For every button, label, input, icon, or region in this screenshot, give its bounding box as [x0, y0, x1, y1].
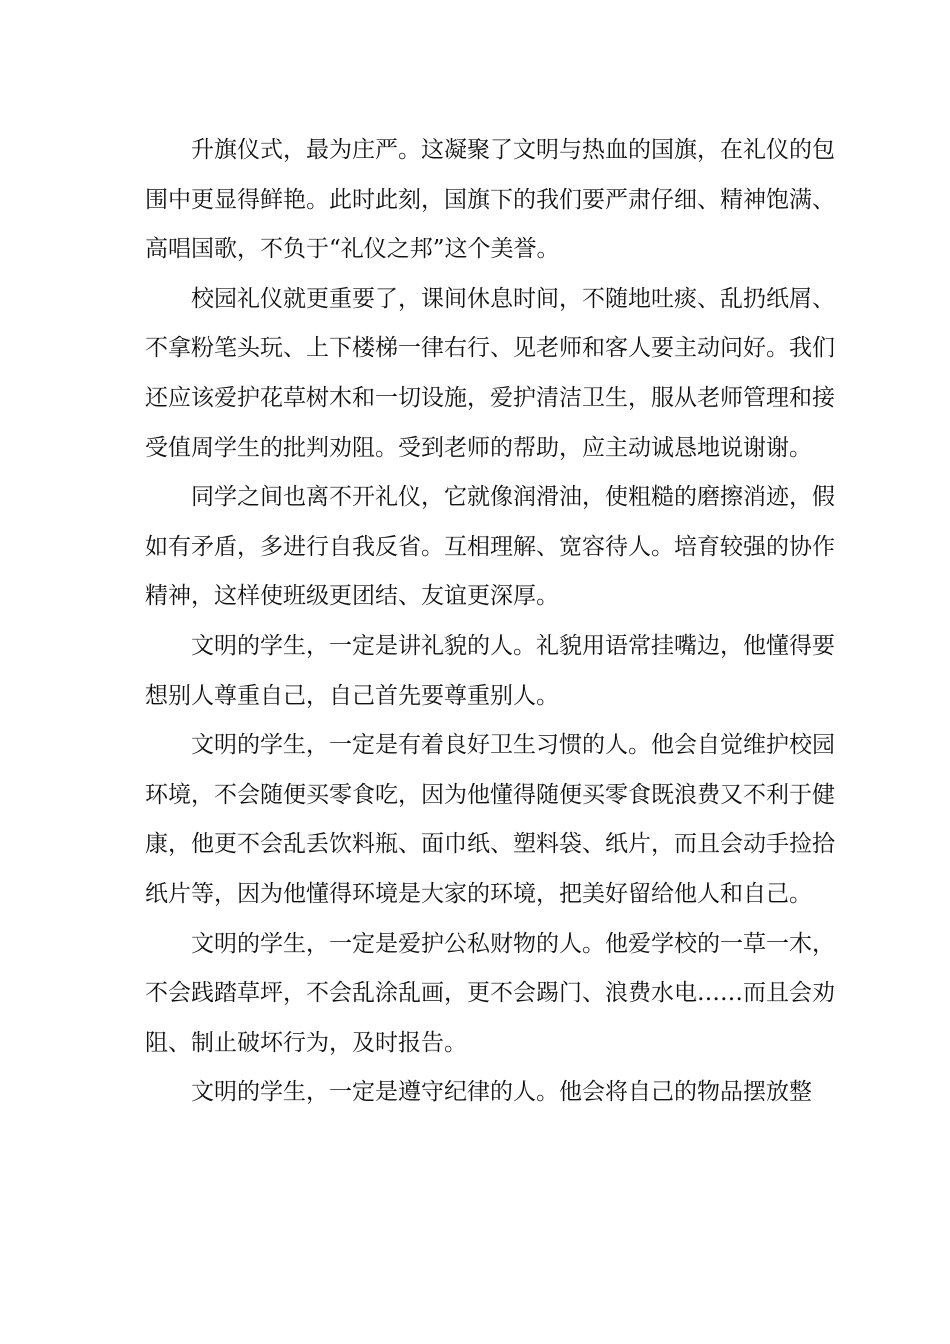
- paragraph-classmate-etiquette: 同学之间也离不开礼仪，它就像润滑油，使粗糙的磨擦消迹，假如有矛盾，多进行自我反省。互相理解、宽容待人。培育较强的协作精神，这样使班级更团结、友谊更深厚。: [145, 484, 835, 610]
- paragraph-politeness: 文明的学生，一定是讲礼貌的人。礼貌用语常挂嘴边，他懂得要想别人尊重自己，自己首先要尊重别人。: [145, 632, 835, 709]
- document-body: [145, 126, 835, 1118]
- paragraph-hygiene: 文明的学生，一定是有着良好卫生习惯的人。他会自觉维护校园环境，不会随便买零食吃，因为他懂得随便买零食既浪费又不利于健康，他更不会乱丢饮料瓶、面巾纸、塑料袋、纸片，而且会动手捡拾纸片等，因为他懂得环境是大家的环境，把美好留给他人和自己。: [145, 732, 835, 907]
- paragraph-campus-etiquette: 校园礼仪就更重要了，课间休息时间，不随地吐痰、乱扔纸屑、不拿粉笔头玩、上下楼梯一律右行、见老师和客人要主动问好。我们还应该爱护花草树木和一切设施，爱护清洁卫生，服从老师管理和接受值周学生的批判劝阻。受到老师的帮助，应主动诚恳地说谢谢。: [145, 285, 835, 461]
- paragraph-discipline: 文明的学生，一定是遵守纪律的人。他会将自己的物品摆放整: [191, 1079, 812, 1106]
- paragraph-flag-ceremony: 升旗仪式，最为庄严。这凝聚了文明与热血的国旗，在礼仪的包围中更显得鲜艳。此时此刻，国旗下的我们要严肃仔细、精神饱满、高唱国歌，不负于“礼仪之邦”这个美誉。: [145, 137, 835, 263]
- paragraph-property: 文明的学生，一定是爱护公私财物的人。他爱学校的一草一木，不会践踏草坪，不会乱涂乱画，更不会踢门、浪费水电……而且会劝阻、制止破坏行为，及时报告。: [145, 930, 835, 1056]
